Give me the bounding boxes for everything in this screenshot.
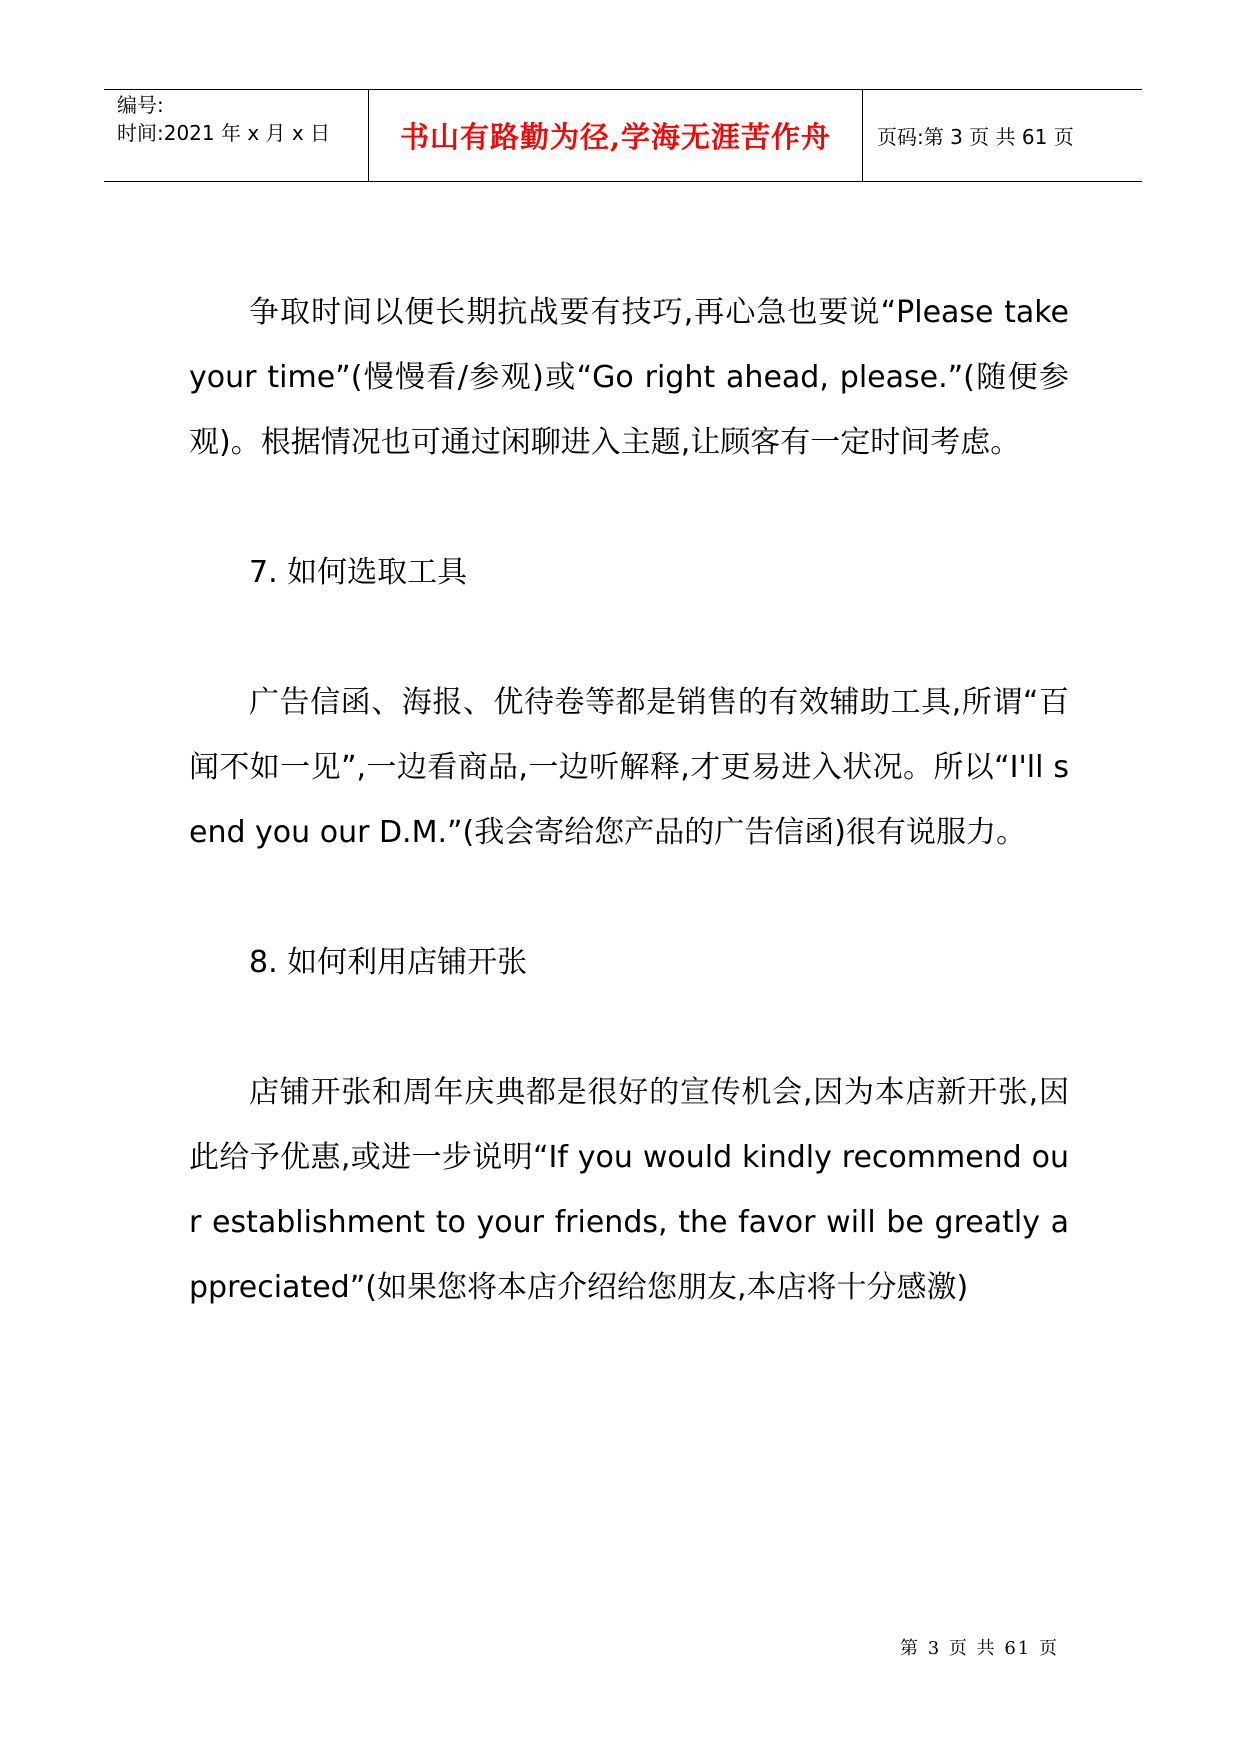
document-number-label: 编号:	[117, 93, 164, 117]
document-body	[189, 280, 1069, 1320]
header-motto: 书山有路勤为径,学海无涯苦作舟	[399, 120, 832, 154]
page-footer: 第 3 页 共 61 页	[900, 1638, 1059, 1659]
section-heading-8: 8. 如何利用店铺开张	[249, 945, 528, 980]
paragraph-gap	[189, 475, 1069, 540]
paragraph-tools: 广告信函、海报、优待卷等都是销售的有效辅助工具,所谓“百闻不如一见”,一边看商品,一边听解释,才更易进入状况。所以“I'll send you our D.M.”(我会寄给您产品的广告信函)很有说服力。	[189, 685, 1069, 850]
paragraph-gap	[189, 605, 1069, 670]
header-page-code: 页码:第 3 页 共 61 页	[877, 125, 1074, 149]
document-time-label: 时间:2021 年 x 月 x 日	[117, 121, 331, 145]
section-heading-7: 7. 如何选取工具	[249, 555, 468, 590]
paragraph-gap	[189, 865, 1069, 930]
document-header	[104, 89, 1142, 182]
header-page-cell	[863, 90, 1142, 181]
paragraph-time-strategy: 争取时间以便长期抗战要有技巧,再心急也要说“Please take your time”(慢慢看/参观)或“Go right ahead, please.”(随便参观)。根据情况也可通过闲聊进入主题,让顾客有一定时间考虑。	[189, 295, 1069, 460]
paragraph-gap	[189, 995, 1069, 1060]
paragraph-store-opening: 店铺开张和周年庆典都是很好的宣传机会,因为本店新开张,因此给予优惠,或进一步说明“If you would kindly recommend our establishment to your friends, the favor will be greatly appreciated”(如果您将本店介绍给您朋友,本店将十分感激)	[189, 1075, 1069, 1305]
header-motto-cell	[369, 90, 863, 181]
header-meta-cell	[104, 90, 369, 181]
